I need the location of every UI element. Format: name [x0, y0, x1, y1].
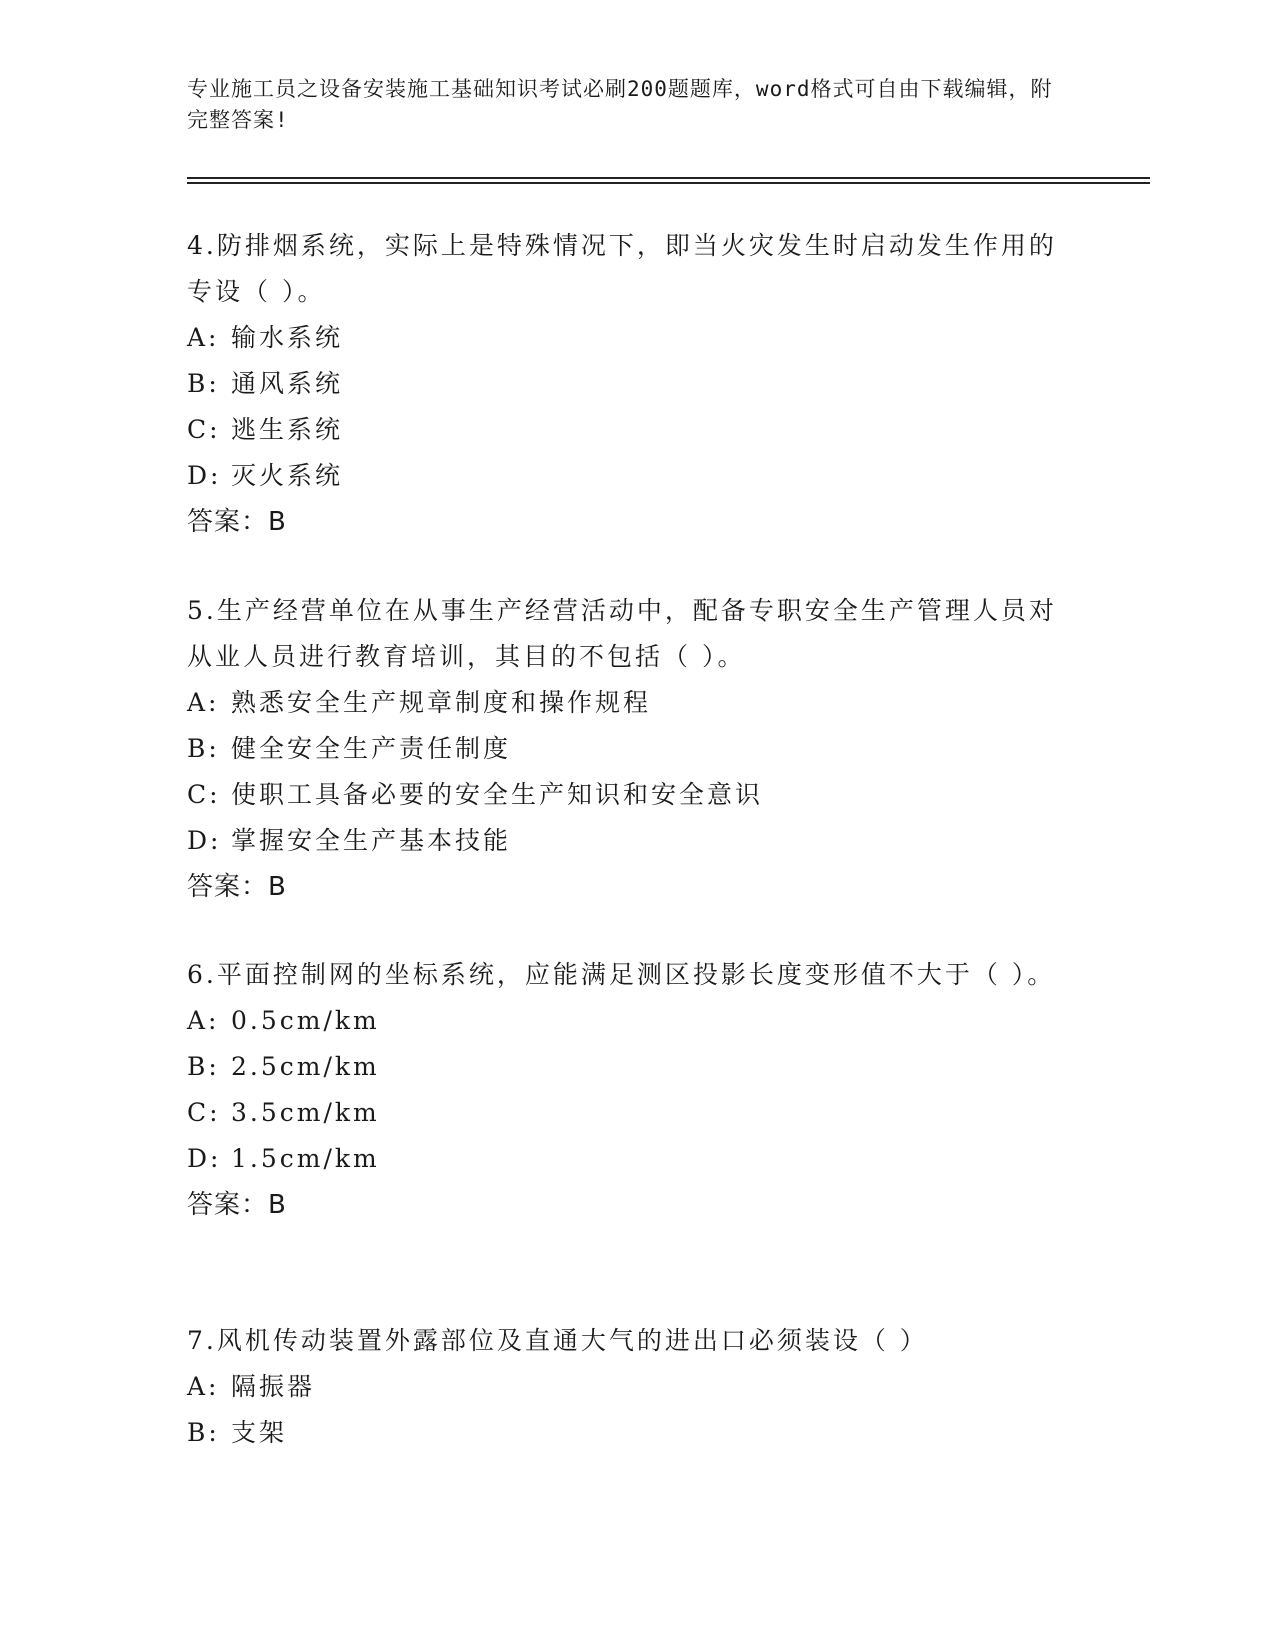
option-a: [187, 680, 1067, 726]
option-c: [187, 772, 1067, 818]
question-7: [187, 1318, 1067, 1456]
option-text: 逃生系统: [231, 415, 344, 444]
document-header: 专业施工员之设备安装施工基础知识考试必刷200题题库，word格式可自由下载编辑，附完整答案!: [187, 77, 1053, 132]
question-6: [187, 952, 1067, 1228]
option-text: 灭火系统: [231, 461, 344, 490]
option-text: 输水系统: [231, 323, 344, 352]
question-stem: 4.防排烟系统，实际上是特殊情况下，即当火灾发生时启动发生作用的专设（ ）。: [187, 231, 1057, 306]
option-b: [187, 726, 1067, 772]
option-text: 健全安全生产责任制度: [231, 734, 512, 763]
option-a: [187, 1364, 1067, 1410]
option-text: 熟悉安全生产规章制度和操作规程: [231, 688, 652, 717]
question-stem: 5.生产经营单位在从事生产经营活动中，配备专职安全生产管理人员对从业人员进行教育培训，其目的不包括（ ）。: [187, 596, 1057, 671]
option-text: 隔振器: [231, 1372, 316, 1401]
question-4: [187, 223, 1067, 545]
option-d: [187, 453, 1067, 499]
option-key: B:: [187, 734, 220, 763]
option-key: A:: [187, 688, 220, 717]
option-key: B:: [187, 369, 220, 398]
option-key: A:: [187, 323, 220, 352]
option-key: D:: [187, 461, 222, 490]
option-b: [187, 1044, 1067, 1090]
option-key: D:: [187, 1144, 222, 1173]
option-text: 使职工具备必要的安全生产知识和安全意识: [231, 780, 764, 809]
option-text: 支架: [231, 1418, 288, 1447]
option-key: A:: [187, 1006, 220, 1035]
option-key: B:: [187, 1052, 220, 1081]
answer: 答案：B: [187, 507, 287, 537]
answer: 答案：B: [187, 872, 287, 902]
option-b: [187, 361, 1067, 407]
option-text: 1.5cm/km: [231, 1144, 380, 1173]
option-c: [187, 1090, 1067, 1136]
option-a: [187, 315, 1067, 361]
option-key: D:: [187, 826, 222, 855]
question-5: [187, 588, 1067, 910]
option-text: 掌握安全生产基本技能: [231, 826, 512, 855]
question-stem: 6.平面控制网的坐标系统，应能满足测区投影长度变形值不大于（ ）。: [187, 960, 1056, 989]
option-c: [187, 407, 1067, 453]
answer: 答案：B: [187, 1190, 287, 1220]
option-key: C:: [187, 1098, 221, 1127]
option-text: 3.5cm/km: [231, 1098, 380, 1127]
option-d: [187, 818, 1067, 864]
option-text: 2.5cm/km: [231, 1052, 380, 1081]
header-divider-double: [187, 182, 1150, 184]
option-b: [187, 1410, 1067, 1456]
option-a: [187, 998, 1067, 1044]
option-d: [187, 1136, 1067, 1182]
header-divider: [187, 177, 1150, 179]
option-key: B:: [187, 1418, 220, 1447]
option-key: A:: [187, 1372, 220, 1401]
option-text: 通风系统: [231, 369, 344, 398]
option-key: C:: [187, 780, 221, 809]
option-key: C:: [187, 415, 221, 444]
question-stem: 7.风机传动装置外露部位及直通大气的进出口必须装设（ ）: [187, 1326, 928, 1355]
option-text: 0.5cm/km: [231, 1006, 380, 1035]
